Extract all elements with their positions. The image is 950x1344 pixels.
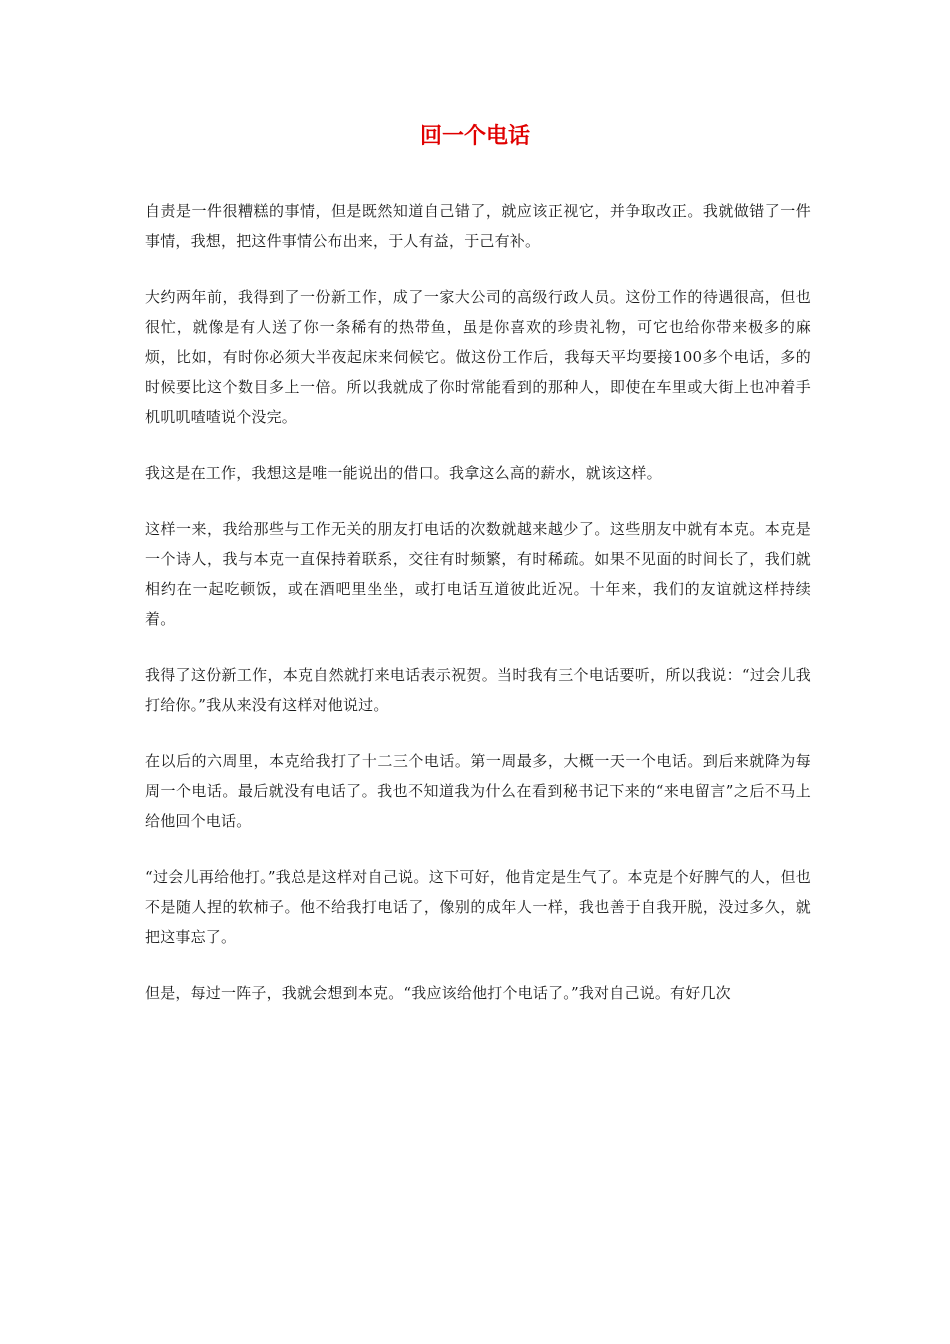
paragraph-6: 在以后的六周里，本克给我打了十二三个电话。第一周最多，大概一天一个电话。到后来就降为每周一个电话。最后就没有电话了。我也不知道我为什么在看到秘书记下来的“来电留言”之后不马上给他回个电话。 <box>145 752 811 830</box>
paragraph-3: 我这是在工作，我想这是唯一能说出的借口。我拿这么高的薪水，就该这样。 <box>145 464 662 482</box>
document-title: 回一个电话 <box>419 123 530 149</box>
paragraph-4: 这样一来，我给那些与工作无关的朋友打电话的次数就越来越少了。这些朋友中就有本克。本克是一个诗人，我与本克一直保持着联系，交往有时频繁，有时稀疏。如果不见面的时间长了，我们就相约在一起吃顿饭，或在酒吧里坐坐，或打电话互道彼此近况。十年来，我们的友谊就这样持续着。 <box>145 520 811 628</box>
paragraph-2: 大约两年前，我得到了一份新工作，成了一家大公司的高级行政人员。这份工作的待遇很高，但也很忙，就像是有人送了你一条稀有的热带鱼，虽是你喜欢的珍贵礼物，可它也给你带来极多的麻烦，比如，有时你必须大半夜起床来伺候它。做这份工作后，我每天平均要接100多个电话，多的时候要比这个数目多上一倍。所以我就成了你时常能看到的那种人，即使在车里或大街上也冲着手机叽叽喳喳说个没完。 <box>145 288 811 426</box>
paragraph-1: 自责是一件很糟糕的事情，但是既然知道自己错了，就应该正视它，并争取改正。我就做错了一件事情，我想，把这件事情公布出来，于人有益，于己有补。 <box>145 202 811 250</box>
document-body <box>145 196 811 1034</box>
paragraph-8: 但是，每过一阵子，我就会想到本克。“我应该给他打个电话了。”我对自己说。有好几次 <box>145 984 731 1002</box>
paragraph-5: 我得了这份新工作，本克自然就打来电话表示祝贺。当时我有三个电话要听，所以我说：“过会儿我打给你。”我从来没有这样对他说过。 <box>145 666 811 714</box>
paragraph-7: “过会儿再给他打。”我总是这样对自己说。这下可好，他肯定是生气了。本克是个好脾气的人，但也不是随人捏的软柿子。他不给我打电话了，像别的成年人一样，我也善于自我开脱，没过多久，就把这事忘了。 <box>145 868 811 946</box>
